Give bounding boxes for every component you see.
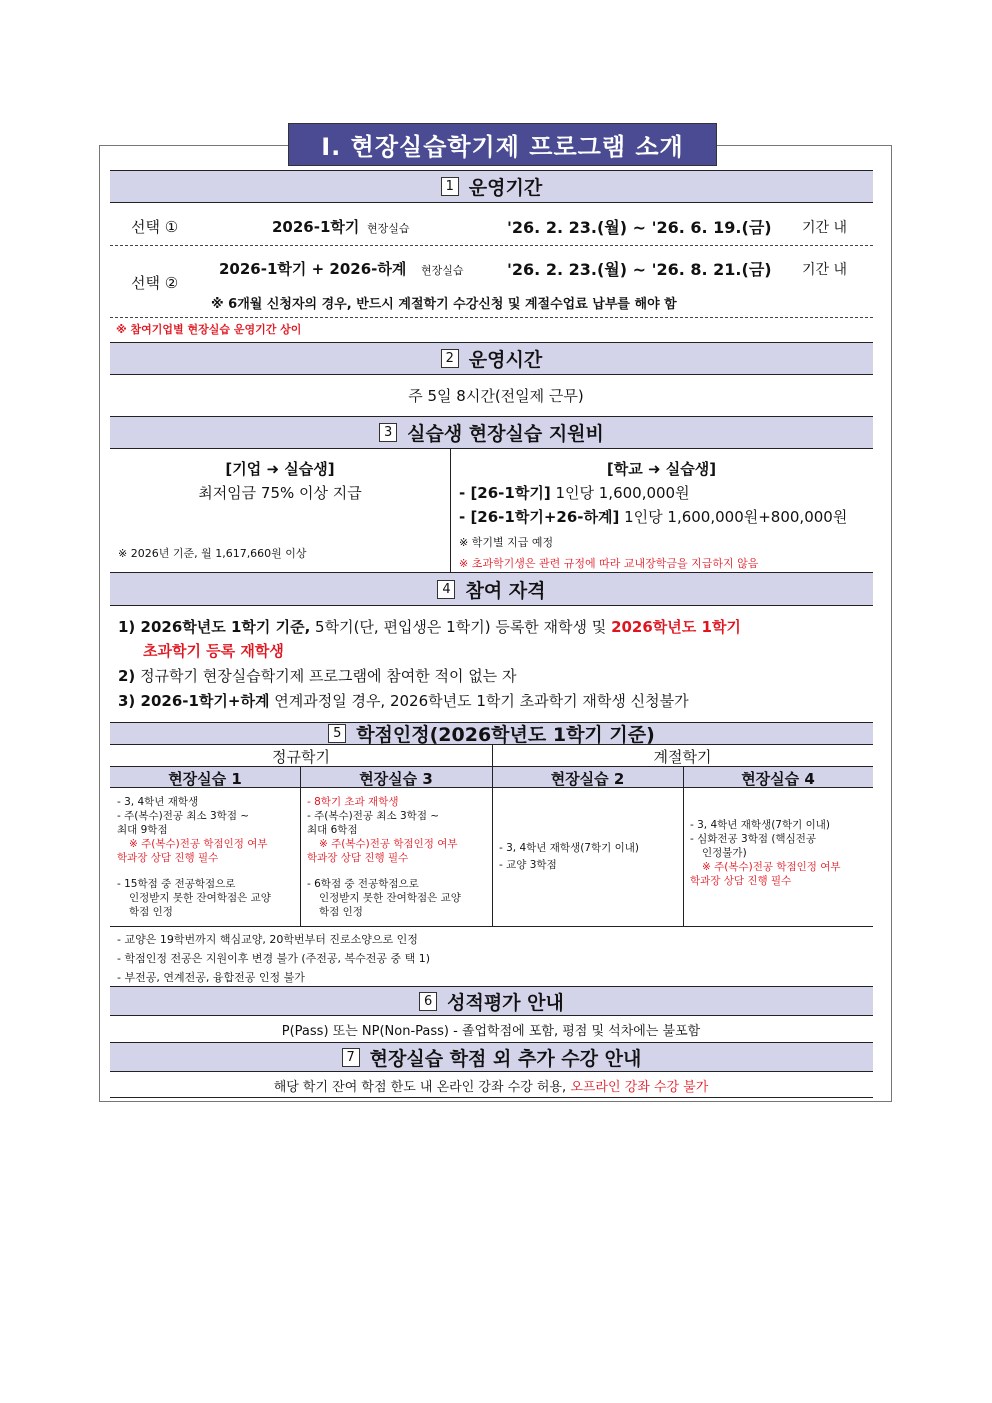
col-header-2: 현장실습 2	[550, 770, 625, 788]
section-number: 2	[441, 349, 459, 368]
operating-hours-text: 주 5일 8시간(전일제 근무)	[408, 387, 584, 405]
cell-line: - 3, 4학년 재학생(7학기 이내)	[690, 819, 830, 831]
cell-line: - 3, 4학년 재학생	[117, 796, 199, 808]
table-divider	[683, 766, 684, 927]
cell-line: - 8학기 초과 재학생	[307, 796, 399, 808]
item-text: 5학기(단, 편입생은 1학기) 등록한 재학생 및	[310, 618, 612, 636]
item-highlight: 2026학년도 1학기	[611, 618, 741, 636]
section-4-header	[110, 572, 873, 606]
credit-notes	[117, 930, 867, 987]
divider	[110, 317, 873, 318]
regular-semester-label: 정규학기	[272, 748, 330, 766]
item-text: 연계과정일 경우, 2026학년도 1학기 초과학기 재학생 신청불가	[269, 692, 689, 710]
credit-cell-4	[690, 818, 872, 888]
eligibility-item-2	[118, 665, 516, 686]
cell-line: - 15학점 중 전공학점으로	[117, 878, 236, 890]
divider	[110, 926, 873, 927]
cell-line: 학과장 상담 진행 필수	[690, 875, 792, 887]
section-title: 운영시간	[468, 349, 543, 371]
option-1-period: '26. 2. 23.(월) ~ '26. 6. 19.(금)	[507, 218, 772, 237]
divider	[110, 245, 873, 246]
option-1-term: 2026-1학기	[272, 218, 360, 236]
credit-cell-2	[499, 840, 679, 874]
option-1-label: 선택 ①	[131, 218, 179, 236]
extra-course-text	[0, 1076, 982, 1095]
col-header-4: 현장실습 4	[741, 770, 815, 788]
section-title: 실습생 현장실습 지원비	[407, 423, 604, 445]
credit-cell-1	[117, 795, 297, 919]
section-2-header	[110, 342, 873, 375]
cell-line: 인정받지 못한 잔여학점은 교양	[129, 892, 271, 904]
section-title: 운영기간	[468, 177, 543, 199]
school-support-note-2: ※ 초과학기생은 관련 규정에 따라 교내장학금을 지급하지 않음	[459, 557, 759, 570]
option-2-note: ※ 6개월 신청자의 경우, 반드시 계절학기 수강신청 및 계절수업료 납부를 해야 함	[211, 297, 677, 312]
cell-line: - 교양 3학점	[499, 859, 557, 871]
section-number: 5	[328, 724, 346, 743]
option-2-label: 선택 ②	[131, 274, 179, 292]
extra-course-main: 해당 학기 잔여 학점 한도 내 온라인 강좌 수강 허용,	[273, 1080, 571, 1095]
term-label: - [26-1학기]	[459, 484, 551, 502]
col-header-3: 현장실습 3	[359, 770, 433, 788]
section-title: 성적평가 안내	[447, 991, 564, 1014]
cell-line: 학과장 상담 진행 필수	[117, 852, 219, 864]
company-support-title: [기업 ➜ 실습생]	[225, 460, 335, 478]
page-title: Ⅰ. 현장실습학기제 프로그램 소개	[288, 123, 717, 166]
cell-line: 최대 6학점	[307, 824, 358, 836]
section-7-header	[110, 1042, 873, 1072]
section-title: 학점인정(2026학년도 1학기 기준)	[356, 724, 655, 746]
school-support-line-2	[459, 506, 847, 527]
cell-line: ※ 주(복수)전공 학점인정 여부	[129, 838, 268, 850]
item-lead: 3) 2026-1학기+하계	[118, 692, 270, 710]
section-number: 1	[441, 177, 459, 196]
cell-line: - 주(복수)전공 최소 3학점 ~	[307, 810, 440, 822]
cell-line: 학과장 상담 진행 필수	[307, 852, 409, 864]
note-line: - 교양은 19학번까지 핵심교양, 20학번부터 진로소양으로 인정	[117, 933, 418, 946]
section-number: 3	[379, 423, 397, 442]
section-title: 참여 자격	[465, 579, 546, 602]
section-5-header	[110, 722, 873, 745]
item-text: 정규학기 현장실습학기제 프로그램에 참여한 적이 없는 자	[135, 667, 517, 685]
amount: 1인당 1,600,000원	[555, 484, 690, 502]
eligibility-item-1	[118, 616, 741, 637]
note-line: - 부전공, 연계전공, 융합전공 인정 불가	[117, 971, 305, 984]
section-number: 6	[419, 992, 437, 1011]
table-divider	[300, 766, 301, 927]
divider	[110, 1097, 873, 1098]
school-support-title: [학교 ➜ 실습생]	[606, 460, 717, 478]
extra-course-warning: 오프라인 강좌 수강 불가	[570, 1080, 709, 1095]
col-header-1: 현장실습 1	[168, 770, 242, 788]
option-2-term-suffix: 현장실습	[421, 264, 464, 277]
cell-line: 학점 인정	[319, 906, 363, 918]
option-1-term-suffix: 현장실습	[367, 222, 410, 235]
eligibility-item-1-cont: 초과학기 등록 재학생	[143, 642, 284, 660]
section-number: 4	[437, 580, 455, 599]
credit-cell-3	[307, 795, 489, 919]
cell-line: ※ 주(복수)전공 학점인정 여부	[319, 838, 458, 850]
school-support-note-1: ※ 학기별 지급 예정	[459, 536, 554, 549]
section-3-header	[110, 416, 873, 449]
option-1-period-suffix: 기간 내	[802, 220, 848, 236]
cell-line: - 주(복수)전공 최소 3학점 ~	[117, 810, 250, 822]
amount: 1인당 1,600,000원+800,000원	[624, 508, 848, 526]
option-2-period-suffix: 기간 내	[802, 262, 848, 278]
cell-line: - 6학점 중 전공학점으로	[307, 878, 419, 890]
seasonal-semester-label: 계절학기	[653, 748, 712, 766]
section-title: 현장실습 학점 외 추가 수강 안내	[369, 1047, 642, 1070]
item-lead: 2)	[118, 667, 136, 685]
grading-text: P(Pass) 또는 NP(Non-Pass) - 졸업학점에 포함, 평점 및 석차에는 불포함	[281, 1024, 701, 1039]
period-footnote: ※ 참여기업별 현장실습 운영기간 상이	[116, 323, 302, 336]
company-support-text: 최저임금 75% 이상 지급	[198, 484, 362, 502]
term-label: - [26-1학기+26-하계]	[459, 508, 620, 526]
section-1-header	[110, 170, 873, 203]
option-2-period: '26. 2. 23.(월) ~ '26. 8. 21.(금)	[507, 260, 772, 279]
school-support-line-1	[459, 482, 690, 503]
option-2-term: 2026-1학기 + 2026-하계	[219, 260, 407, 278]
cell-line: 최대 9학점	[117, 824, 168, 836]
cell-line: - 3, 4학년 재학생(7학기 이내)	[499, 842, 639, 854]
section-number: 7	[342, 1048, 360, 1067]
item-lead: 1) 2026학년도 1학기 기준,	[118, 618, 311, 636]
note-line: - 학점인정 전공은 지원이후 변경 불가 (주전공, 복수전공 중 택 1)	[117, 952, 431, 965]
table-divider	[492, 745, 493, 927]
cell-line: 인정불가)	[702, 847, 747, 859]
section-6-header	[110, 986, 873, 1016]
cell-line: 인정받지 못한 잔여학점은 교양	[319, 892, 461, 904]
eligibility-item-3	[118, 690, 689, 711]
company-support-note: ※ 2026년 기준, 월 1,617,660원 이상	[118, 547, 307, 560]
cell-line: - 심화전공 3학점 (핵심전공	[690, 833, 817, 845]
cell-line: ※ 주(복수)전공 학점인정 여부	[702, 861, 841, 873]
cell-line: 학점 인정	[129, 906, 173, 918]
